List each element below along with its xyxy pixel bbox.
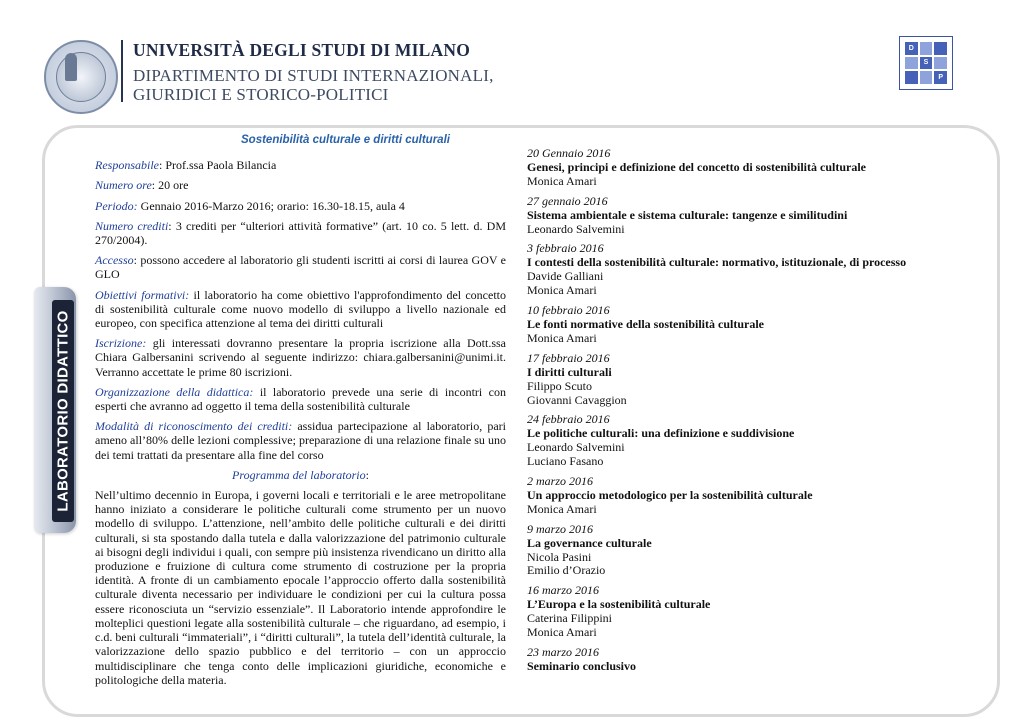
- seal-inner-ring: [56, 52, 106, 102]
- info-numero-crediti: [95, 219, 506, 247]
- schedule-entry: [527, 304, 957, 346]
- info-label: Obiettivi formativi:: [95, 287, 190, 302]
- department-logo-grid: [905, 42, 947, 84]
- schedule-entry: [527, 242, 957, 298]
- schedule-title: Sistema ambientale e sistema culturale: tangenze e similitudini: [527, 207, 848, 222]
- schedule-speaker: Leonardo Salvemini: [527, 221, 625, 236]
- header-divider: [121, 40, 123, 102]
- schedule-date: 23 marzo 2016: [527, 645, 600, 659]
- info-modalita: [95, 419, 506, 462]
- schedule-date: 24 febbraio 2016: [527, 412, 610, 427]
- schedule-date: 9 marzo 2016: [527, 521, 594, 536]
- schedule-title: La governance culturale: [527, 535, 652, 550]
- info-value: gli interessati dovranno presentare la propria iscrizione alla Dott.ssa Chiara Galbersanini scrivendo al seguente indirizzo: chiara.galbersanini@unimi.it. Verranno accettate le prime 80 iscrizioni.: [95, 336, 506, 379]
- schedule-speaker: Filippo Scuto: [527, 378, 593, 393]
- course-info-column: [95, 133, 506, 693]
- schedule-title: Le fonti normative della sostenibilità culturale: [527, 316, 764, 331]
- logo-cell: S: [920, 57, 933, 70]
- info-value: Gennaio 2016-Marzo 2016; orario: 16.30-18.15, aula 4: [140, 198, 405, 213]
- schedule-speaker: Emilio d’Orazio: [527, 563, 606, 578]
- info-label: Organizzazione della didattica:: [95, 384, 254, 399]
- logo-cell: [905, 71, 918, 84]
- logo-cell: D: [905, 42, 918, 55]
- schedule-title: L’Europa e la sostenibilità culturale: [527, 597, 711, 612]
- info-value: il laboratorio ha come obiettivo l'approfondimento del concetto di sostenibilità culturale come nuovo modello di sviluppo a livello nazionale ed europeo, con specifica attenzione al tema dei diritti culturali: [95, 287, 507, 331]
- schedule-speaker: Monica Amari: [527, 173, 597, 188]
- info-accesso: [95, 253, 506, 281]
- logo-cell: [920, 42, 933, 55]
- info-numero-ore: [95, 178, 506, 192]
- programma-heading: [95, 468, 506, 482]
- schedule-title: Le politiche culturali: una definizione e suddivisione: [527, 426, 795, 441]
- info-label: Numero ore: [95, 178, 152, 193]
- info-periodo: [95, 199, 506, 213]
- logo-cell: [934, 42, 947, 55]
- schedule-entry: [527, 584, 957, 640]
- department-logo: [899, 36, 953, 90]
- info-separator: :: [151, 178, 159, 193]
- info-separator: :: [133, 253, 141, 268]
- info-label: Periodo:: [95, 198, 138, 213]
- info-label: Accesso: [95, 253, 134, 268]
- info-value: Prof.ssa Paola Bilancia: [165, 158, 277, 173]
- schedule-date: 27 gennaio 2016: [527, 193, 608, 208]
- schedule-entry: [527, 413, 957, 469]
- schedule-speaker: Nicola Pasini: [527, 549, 592, 564]
- schedule-title: Un approccio metodologico per la sostenibilità culturale: [527, 487, 813, 502]
- university-seal-logo: [44, 40, 118, 114]
- programma-colon: :: [365, 467, 369, 482]
- info-obiettivi: [95, 288, 506, 331]
- department-name-line1: DIPARTIMENTO DI STUDI INTERNAZIONALI,: [133, 66, 494, 85]
- schedule-title: I contesti della sostenibilità culturale: normativo, istituzionale, di processo: [527, 255, 907, 270]
- info-value: 3 crediti per “ulteriori attività formative” (art. 10 co. 5 lett. d. DM 270/2004).: [95, 218, 506, 248]
- schedule-date: 2 marzo 2016: [527, 474, 594, 489]
- programma-label: Programma del laboratorio: [232, 467, 366, 482]
- info-label: Iscrizione:: [95, 336, 147, 351]
- schedule-entry: [527, 195, 957, 237]
- logo-cell: [934, 57, 947, 70]
- schedule-speaker: Monica Amari: [527, 283, 597, 298]
- info-organizzazione: [95, 385, 506, 413]
- info-iscrizione: [95, 336, 506, 379]
- info-value: assidua partecipazione al laboratorio, pari ameno all’80% delle lezioni complessive; preparazione di una relazione finale su uno dei temi trattati da presentare alla fine del corso: [95, 419, 506, 462]
- info-separator: :: [168, 218, 176, 233]
- schedule-speaker: Davide Galliani: [527, 269, 604, 284]
- seal-figure-icon: [65, 53, 77, 81]
- logo-cell: P: [934, 71, 947, 84]
- schedule-entry: [527, 475, 957, 517]
- schedule-speaker: Monica Amari: [527, 330, 597, 345]
- schedule-date: 16 marzo 2016: [527, 583, 600, 598]
- programma-text: Nell’ultimo decennio in Europa, i governi locali e territoriali e le aree metropolitane hanno iniziato a considerare le politiche culturali come strumento per un nuovo modello di sviluppo. L’attenzione, nell’ambito delle politiche culturali e dei diritti culturali, si sta spostando dalla tutela e dalla valorizzazione del patrimonio culturale ai bisogni degli individui i quali, con sempre più insistenza rivendicano un diritto alla produzione e fruizione di cultura come strumento di costruzione per la propria identità. A fronte di un cambiamento epocale l’approccio offerto dalla sostenibilità culturale diventa necessario per individuare le condizioni per cui la cultura possa essere riconosciuta un “servizio essenziale”. Il Laboratorio intende approfondire le molteplici questioni legate alla sostenibilità culturale – che riguardano, ad esempio, i c.d. beni culturali “immateriali”, i “diritti culturali”, la tutela dell’identità culturale, la valorizzazione dello spazio pubblico e del territorio – con un approccio multidisciplinare che tenga conto delle implicazioni giuridiche, economiche e politologiche della materia.: [95, 488, 506, 687]
- schedule-entry: [527, 646, 957, 674]
- info-value: possono accedere al laboratorio gli studenti iscritti ai corsi di laurea GOV e GLO: [95, 253, 506, 282]
- schedule-date: 17 febbraio 2016: [527, 350, 610, 365]
- schedule-date: 3 febbraio 2016: [527, 241, 604, 256]
- side-tab-label: LABORATORIO DIDATTICO: [54, 310, 72, 512]
- schedule-date: 20 Gennaio 2016: [527, 146, 611, 160]
- info-label: Numero crediti: [95, 218, 169, 233]
- logo-cell: [920, 71, 933, 84]
- logo-cell: [905, 57, 918, 70]
- schedule-speaker: Giovanni Cavaggion: [527, 392, 627, 407]
- info-responsabile: [95, 158, 506, 172]
- schedule-title: Genesi, principi e definizione del concetto di sostenibilità culturale: [527, 159, 866, 174]
- schedule-entry: [527, 352, 957, 408]
- info-label: Modalità di riconoscimento dei crediti:: [95, 419, 293, 434]
- university-name: UNIVERSITÀ DEGLI STUDI DI MILANO: [133, 40, 471, 60]
- schedule-title: Seminario conclusivo: [527, 658, 637, 673]
- schedule-speaker: Leonardo Salvemini: [527, 440, 625, 455]
- schedule-speaker: Monica Amari: [527, 625, 597, 640]
- schedule-speaker: Luciano Fasano: [527, 454, 604, 469]
- schedule-entry: [527, 523, 957, 579]
- schedule-speaker: Caterina Filippini: [527, 611, 612, 626]
- department-name-line2: GIURIDICI E STORICO-POLITICI: [133, 85, 389, 104]
- info-label: Responsabile: [95, 158, 159, 173]
- info-value: il laboratorio prevede una serie di incontri con esperti che avranno ad oggetto il tema della sostenibilità culturale: [95, 384, 506, 414]
- info-value: 20 ore: [158, 178, 189, 193]
- schedule-entry: [527, 147, 957, 189]
- schedule-list: [527, 147, 957, 680]
- schedule-title: I diritti culturali: [527, 364, 612, 379]
- course-title: Sostenibilità culturale e diritti culturali: [241, 134, 450, 146]
- schedule-date: 10 febbraio 2016: [527, 303, 610, 318]
- info-separator: :: [159, 158, 166, 173]
- schedule-speaker: Monica Amari: [527, 501, 597, 516]
